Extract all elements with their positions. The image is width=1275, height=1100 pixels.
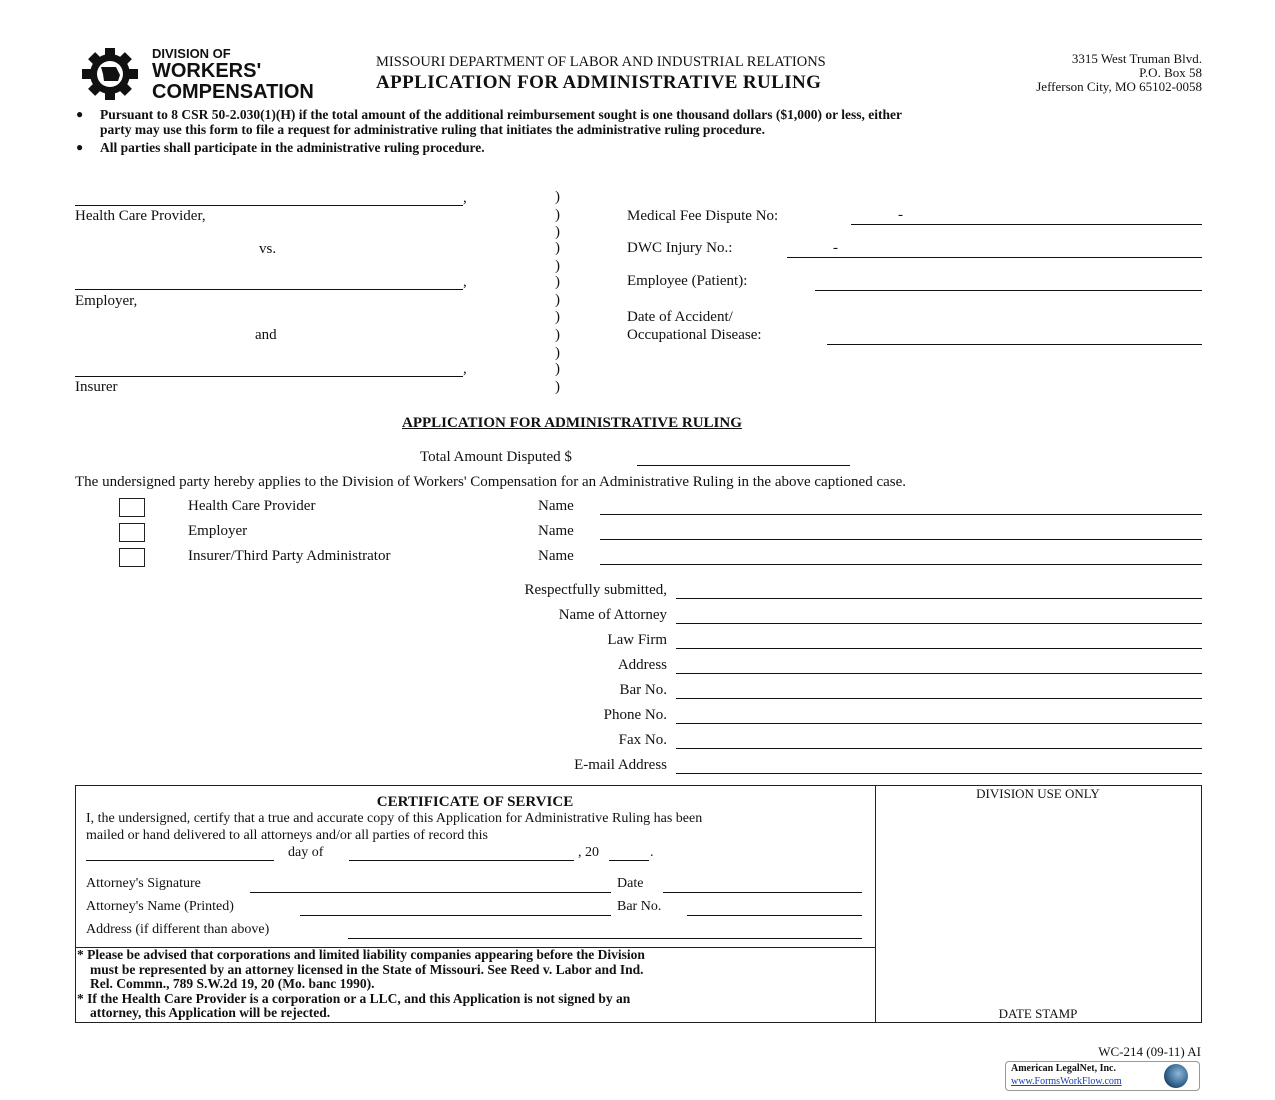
address-line: P.O. Box 58 xyxy=(1139,65,1202,80)
party-name-input[interactable] xyxy=(600,564,1202,565)
year-label: , 20 xyxy=(578,845,599,860)
logo-line3: COMPENSATION xyxy=(152,81,314,103)
caption-paren: ) xyxy=(555,258,560,274)
day-input[interactable] xyxy=(86,860,274,861)
caption-paren: ) xyxy=(555,309,560,325)
star: * xyxy=(77,990,84,1006)
division-use-label: DIVISION USE ONLY xyxy=(976,786,1100,801)
comma: , xyxy=(463,361,467,377)
attorney-field-label: Name of Attorney xyxy=(558,607,667,623)
bullet-text: All parties shall participate in the administrative ruling procedure. xyxy=(100,140,485,155)
form-title: APPLICATION FOR ADMINISTRATIVE RULING xyxy=(376,72,822,93)
note-text: must be represented by an attorney licensed in the State of Missouri. See Reed v. Labor and Ind. xyxy=(90,961,644,977)
signature-input[interactable] xyxy=(250,892,611,893)
attorney-field-label: E-mail Address xyxy=(574,757,667,773)
applies-text: The undersigned party hereby applies to the Division of Workers' Compensation for an Administrative Ruling in the above captioned case. xyxy=(75,474,907,490)
attorney-field-input[interactable] xyxy=(676,748,1202,749)
insurer-label: Insurer xyxy=(75,379,118,395)
date-label: Date xyxy=(617,876,644,891)
name-printed-input[interactable] xyxy=(300,915,611,916)
caption-paren: ) xyxy=(555,361,560,377)
caption-paren: ) xyxy=(555,327,560,343)
date-input[interactable] xyxy=(663,892,862,893)
accident-label: Date of Accident/ xyxy=(627,309,733,325)
attorney-field-label: Fax No. xyxy=(618,732,667,748)
party-checkbox[interactable] xyxy=(119,498,145,517)
form-number: WC-214 (09-11) AI xyxy=(1098,1044,1201,1059)
star: * xyxy=(77,947,84,962)
party-name-label: Name xyxy=(538,498,574,514)
dash: - xyxy=(898,207,903,223)
department-name: MISSOURI DEPARTMENT OF LABOR AND INDUSTRIAL RELATIONS xyxy=(376,54,826,70)
certificate-title: CERTIFICATE OF SERVICE xyxy=(376,794,574,810)
injury-no-label: DWC Injury No.: xyxy=(627,240,733,256)
attorney-field-label: Bar No. xyxy=(619,682,667,698)
amount-label: Total Amount Disputed $ xyxy=(420,449,572,465)
note-text: attorney, this Application will be rejected. xyxy=(90,1005,331,1020)
logo-line1: DIVISION OF xyxy=(152,46,231,61)
fee-dispute-label: Medical Fee Dispute No: xyxy=(627,208,779,224)
address-line: 3315 West Truman Blvd. xyxy=(1071,51,1202,66)
address-input[interactable] xyxy=(348,938,862,939)
name-printed-label: Attorney's Name (Printed) xyxy=(86,899,234,914)
and-label: and xyxy=(255,327,277,343)
attorney-field-input[interactable] xyxy=(676,648,1202,649)
caption-paren: ) xyxy=(555,189,560,205)
provider-input[interactable] xyxy=(75,205,463,206)
attorney-field-input[interactable] xyxy=(676,773,1202,774)
corporation-note xyxy=(77,948,645,1021)
attorney-field-input[interactable] xyxy=(676,723,1202,724)
party-name-input[interactable] xyxy=(600,514,1202,515)
party-checkbox[interactable] xyxy=(119,523,145,542)
bullet-icon: ● xyxy=(76,140,84,154)
amount-input[interactable] xyxy=(637,465,850,466)
employee-input[interactable] xyxy=(815,290,1202,291)
attorney-field-label: Phone No. xyxy=(603,707,667,723)
attorney-field-label: Address xyxy=(617,657,667,673)
note-text: Please be advised that corporations and limited liability companies appearing before the Division xyxy=(87,947,645,962)
provider-label: Health Care Provider, xyxy=(75,208,206,224)
vs-label: vs. xyxy=(259,241,277,257)
accident-label-2: Occupational Disease: xyxy=(627,327,762,343)
bar-label: Bar No. xyxy=(617,899,662,914)
note-text: If the Health Care Provider is a corporation or a LLC, and this Application is not signed by an xyxy=(87,990,631,1006)
divider xyxy=(875,785,876,1022)
caption-paren: ) xyxy=(555,240,560,256)
attorney-field-label: Law Firm xyxy=(607,632,667,648)
employer-label: Employer, xyxy=(75,293,138,309)
period: . xyxy=(650,845,654,860)
logo-line2: WORKERS' xyxy=(152,60,262,82)
party-name-input[interactable] xyxy=(600,539,1202,540)
caption-paren: ) xyxy=(555,207,560,223)
address-line: Jefferson City, MO 65102-0058 xyxy=(1036,79,1202,94)
attorney-field-label: Respectfully submitted, xyxy=(524,582,667,598)
dash: - xyxy=(833,240,838,256)
party-label: Insurer/Third Party Administrator xyxy=(188,548,391,564)
note-text: Rel. Commn., 789 S.W.2d 19, 20 (Mo. banc 1990). xyxy=(90,976,375,991)
caption-paren: ) xyxy=(555,224,560,240)
injury-no-input[interactable] xyxy=(787,257,1202,258)
division-address xyxy=(1036,52,1202,94)
party-name-label: Name xyxy=(538,548,574,564)
attorney-field-input[interactable] xyxy=(676,673,1202,674)
employee-label: Employee (Patient): xyxy=(627,273,748,289)
caption-paren: ) xyxy=(555,345,560,361)
caption-paren: ) xyxy=(555,379,560,395)
vendor-name: American LegalNet, Inc. xyxy=(1011,1063,1116,1074)
accident-date-input[interactable] xyxy=(827,344,1202,345)
bullet-text: Pursuant to 8 CSR 50-2.030(1)(H) if the total amount of the additional reimbursement sought is one thousand dollars ($1,000) or less, either xyxy=(100,107,903,122)
vendor-badge xyxy=(1005,1061,1200,1091)
year-input[interactable] xyxy=(609,860,649,861)
address-label: Address (if different than above) xyxy=(86,922,270,937)
attorney-field-input[interactable] xyxy=(676,623,1202,624)
month-input[interactable] xyxy=(349,860,574,861)
insurer-input[interactable] xyxy=(75,376,463,377)
comma: , xyxy=(463,274,467,290)
section-title: APPLICATION FOR ADMINISTRATIVE RULING xyxy=(402,415,742,431)
bullet-text: party may use this form to file a request for administrative ruling that initiates the administrative ruling procedure. xyxy=(100,122,765,137)
party-checkbox[interactable] xyxy=(119,548,145,567)
attorney-field-input[interactable] xyxy=(676,698,1202,699)
bar-input[interactable] xyxy=(687,915,862,916)
bullet-icon: ● xyxy=(76,107,84,121)
caption-paren: ) xyxy=(555,292,560,308)
globe-icon xyxy=(1164,1064,1188,1088)
date-stamp-label: DATE STAMP xyxy=(998,1006,1078,1021)
employer-input[interactable] xyxy=(75,289,463,290)
vendor-link[interactable]: www.FormsWorkFlow.com xyxy=(1011,1076,1122,1087)
attorney-field-input[interactable] xyxy=(676,598,1202,599)
party-name-label: Name xyxy=(538,523,574,539)
gear-logo-icon xyxy=(74,48,146,100)
day-of-label: day of xyxy=(288,845,324,860)
certificate-text: mailed or hand delivered to all attorneys and/or all parties of record this xyxy=(86,828,488,843)
certificate-text: I, the undersigned, certify that a true and accurate copy of this Application for Administrative Ruling has been xyxy=(86,811,703,826)
caption-paren: ) xyxy=(555,274,560,290)
comma: , xyxy=(463,190,467,206)
fee-dispute-input[interactable] xyxy=(851,224,1202,225)
party-label: Employer xyxy=(188,523,248,539)
party-label: Health Care Provider xyxy=(188,498,316,514)
signature-label: Attorney's Signature xyxy=(86,876,201,891)
